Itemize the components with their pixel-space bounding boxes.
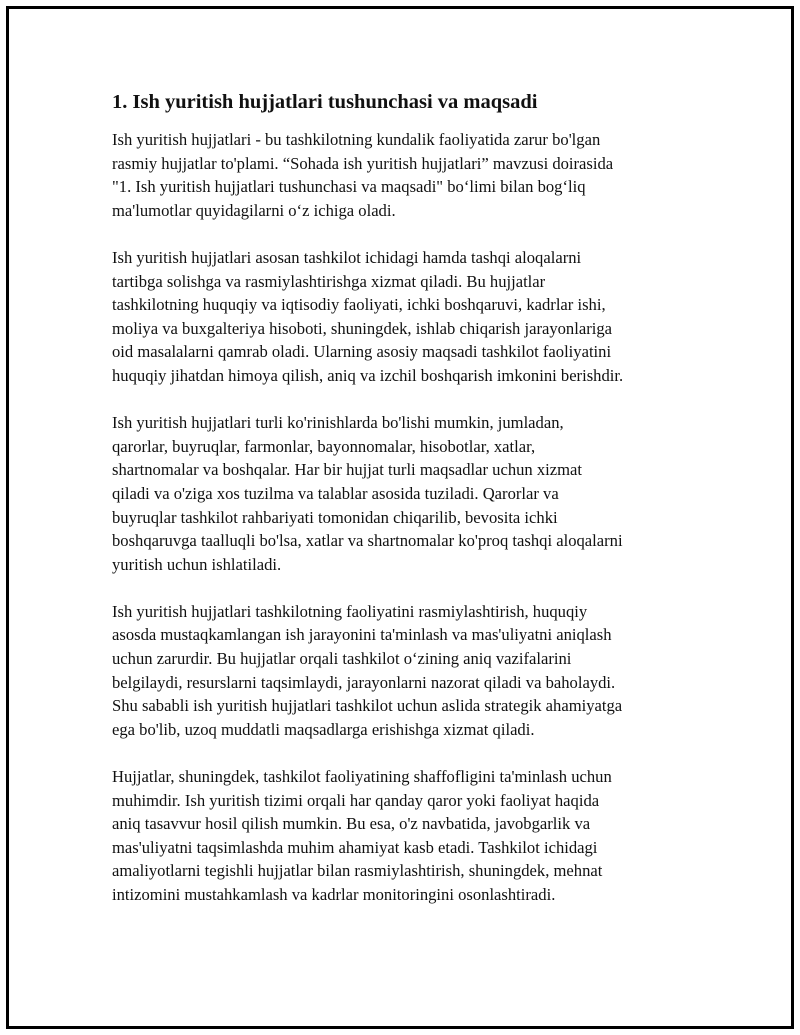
- document-body: [112, 88, 692, 930]
- paragraph-importance: Ish yuritish hujjatlari tashkilotning faoliyatini rasmiylashtirish, huquqiy asosda mustaqkamlangan ish jarayonini ta'minlash va mas'uliyatni aniqlash uchun zarurdir. Bu hujjatlar orqali tashkilot oʻzining aniq vazifalarini belgilaydi, resurslarni taqsimlaydi, jarayonlarni nazorat qiladi va baholaydi. Shu sababli ish yuritish hujjatlari tashkilot uchun aslida strategik ahamiyatga ega bo'lib, uzoq muddatli maqsadlarga erishishga xizmat qiladi.: [112, 601, 623, 739]
- paragraph-types: Ish yuritish hujjatlari turli ko'rinishlarda bo'lishi mumkin, jumladan, qarorlar, buyruqlar, farmonlar, bayonnomalar, hisobotlar, xatlar, shartnomalar va boshqalar. Har bir hujjat turli maqsadlar uchun xizmat qiladi va o'ziga xos tuzilma va talablar asosida tuziladi. Qarorlar va buyruqlar tashkilot rahbariyati tomonidan chiqarilib, bevosita ichki boshqaruvga taalluqli bo'lsa, xatlar va shartnomalar ko'proq tashqi aloqalarni yuritish uchun ishlatiladi.: [112, 413, 623, 574]
- paragraph-purpose: Ish yuritish hujjatlari asosan tashkilot ichidagi hamda tashqi aloqalarni tartibga solishga va rasmiylashtirishga xizmat qiladi. Bu hujjatlar tashkilotning huquqiy va iqtisodiy faoliyati, ichki boshqaruvi, kadrlar ishi, moliya va buxgalteriya hisoboti, shuningdek, ishlab chiqarish jarayonlariga oid masalalarni qamrab oladi. Ularning asosiy maqsadi tashkilot faoliyatini huquqiy jihatdan himoya qilish, aniq va izchil boshqarish imkonini berishdir.: [112, 247, 624, 385]
- paragraph-definition: Ish yuritish hujjatlari - bu tashkilotning kundalik faoliyatida zarur bo'lgan rasmiy hujjatlar to'plami. “Sohada ish yuritish hujjatlari” mavzusi doirasida "1. Ish yuritish hujjatlari tushunchasi va maqsadi" boʻlimi bilan bogʻliq ma'lumotlar quyidagilarni oʻz ichiga oladi.: [112, 130, 614, 220]
- paragraph-transparency: Hujjatlar, shuningdek, tashkilot faoliyatining shaffofligini ta'minlash uchun muhimdir. Ish yuritish tizimi orqali har qanday qaror yoki faoliyat haqida aniq tasavvur hosil qilish mumkin. Bu esa, o'z navbatida, javobgarlik va mas'uliyatni taqsimlashda muhim ahamiyat kasb etadi. Tashkilot ichidagi amaliyotlarni tegishli hujjatlar bilan rasmiylashtirish, shuningdek, mehnat intizomini mustahkamlash va kadrlar monitoringini osonlashtiradi.: [112, 767, 612, 904]
- section-title: 1. Ish yuritish hujjatlari tushunchasi va maqsadi: [112, 91, 538, 113]
